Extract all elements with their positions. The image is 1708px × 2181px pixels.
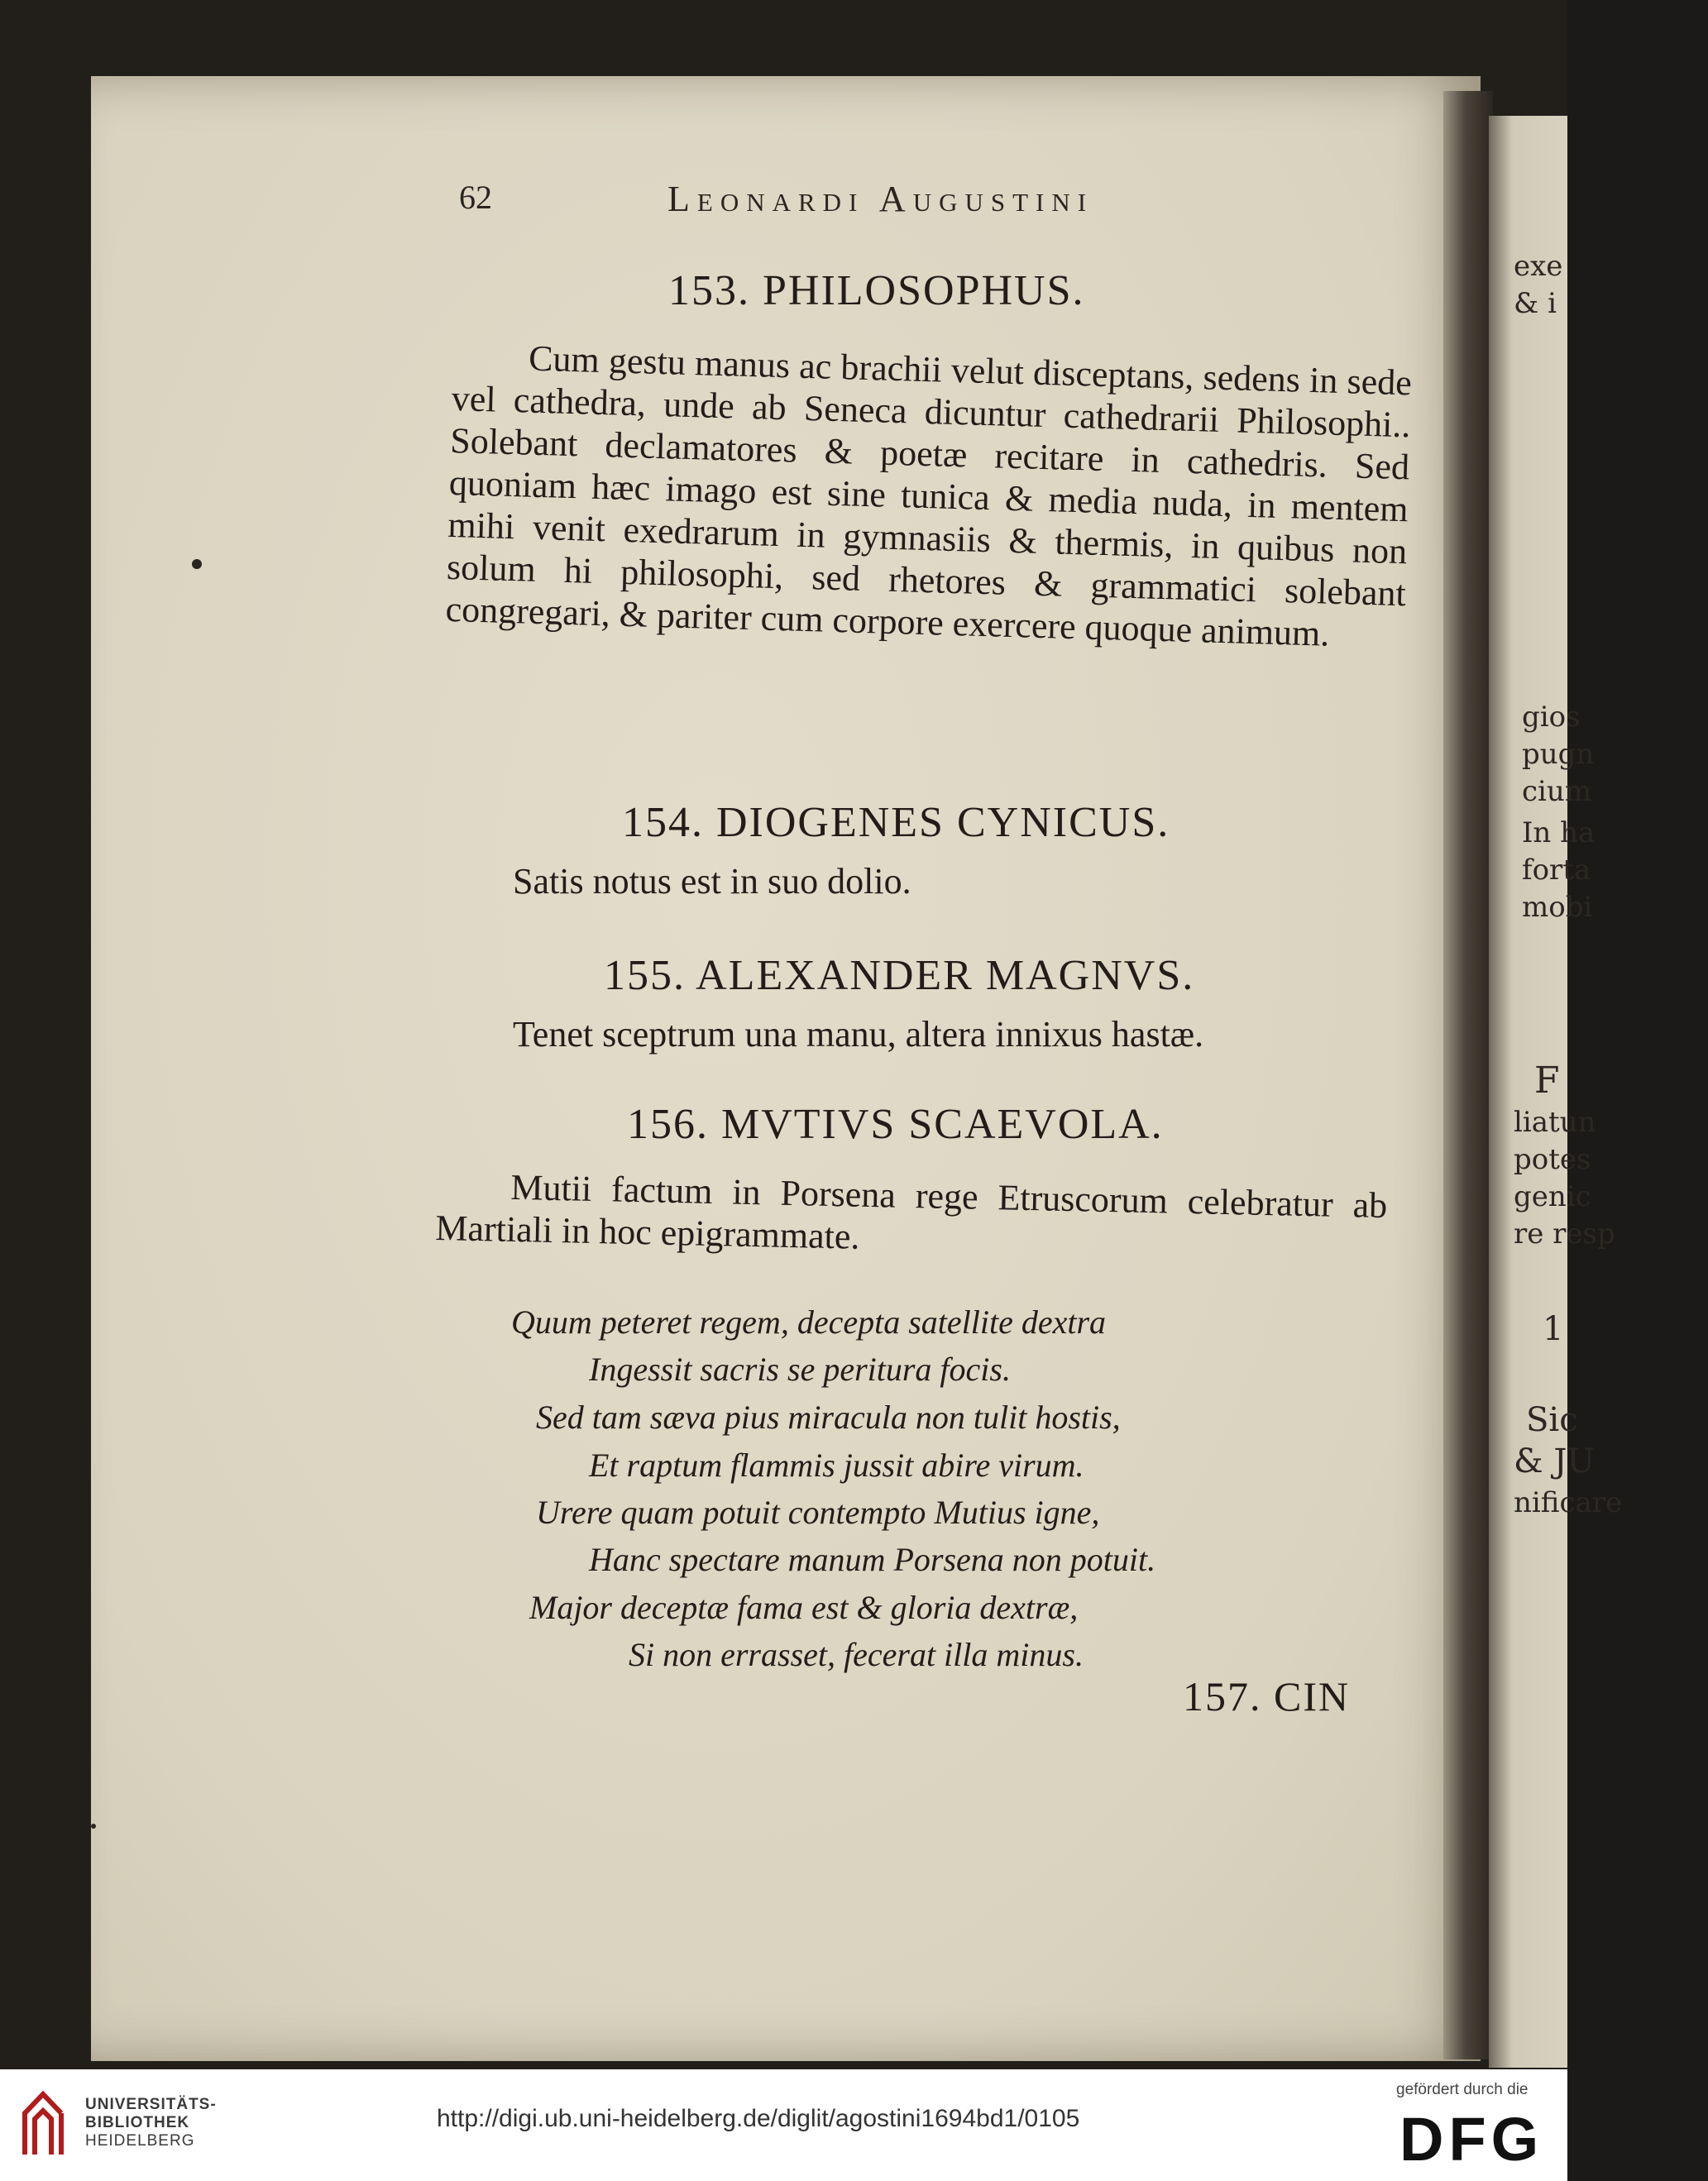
facing-fragment: re resp (1514, 1217, 1615, 1251)
running-title: Leonardi Augustini (667, 179, 1094, 219)
section-heading: 156. MVTIVS SCAEVOLA. (627, 1101, 1164, 1148)
running-head (459, 178, 1228, 227)
facing-fragment: 1 (1543, 1310, 1564, 1348)
facing-page-edge (1489, 116, 1623, 2068)
page-number: 62 (459, 179, 492, 216)
facing-fragment: & i (1514, 287, 1557, 320)
university-library-logo-icon (18, 2084, 68, 2160)
facing-fragment: potes (1514, 1143, 1591, 1176)
permalink-url[interactable]: http://digi.ub.uni-heidelberg.de/diglit/agostini1694bd1/0105 (437, 2105, 1080, 2132)
facing-fragment: & JU (1514, 1442, 1596, 1480)
facing-fragment: In ha (1522, 816, 1596, 849)
library-name-line: BIBLIOTHEK (85, 2114, 190, 2131)
epigram-line: Sed tam sæva pius miracula non tulit hostis, (536, 1399, 1121, 1436)
epigram-line: Major deceptæ fama est & gloria dextræ, (529, 1589, 1079, 1626)
section-heading: 153. PHILOSOPHUS. (668, 267, 1085, 314)
section-heading: 155. ALEXANDER MAGNVS. (604, 952, 1195, 999)
facing-fragment: forta (1522, 854, 1591, 887)
library-city: HEIDELBERG (85, 2132, 195, 2150)
facing-fragment: F (1534, 1059, 1560, 1102)
facing-fragment: cium (1522, 775, 1592, 808)
section-text: Satis notus est in suo dolio. (513, 861, 911, 902)
epigram-line: Urere quam potuit contempto Mutius igne, (536, 1494, 1100, 1531)
epigram-line: Ingessit sacris se peritura focis. (589, 1351, 1011, 1388)
section-text: Tenet sceptrum una manu, altera innixus hastæ. (513, 1014, 1204, 1055)
epigram-line: Et raptum flammis jussit abire virum. (589, 1447, 1084, 1484)
library-name (85, 2096, 217, 2150)
epigram-line: Si non errasset, fecerat illa minus. (629, 1636, 1084, 1673)
paper-speck (192, 559, 202, 569)
epigram-line: Hanc spectare manum Porsena non potuit. (589, 1541, 1156, 1578)
facing-fragment: Sic (1526, 1401, 1578, 1439)
facing-fragment: gios (1522, 701, 1581, 734)
section-text: Mutii factum in Porsena rege Etruscorum celebratur ab Martiali in hoc epigrammate. (434, 1166, 1388, 1257)
facing-fragment: nificare (1514, 1486, 1623, 1519)
facing-fragment: pugn (1522, 738, 1595, 771)
facing-fragment: liatun (1514, 1106, 1596, 1139)
facing-fragment: mobi (1522, 891, 1593, 924)
dfg-logo: DFG (1399, 2105, 1544, 2174)
section-text: Cum gestu manus ac brachii velut disceptans, sedens in sede vel cathedra, unde ab Seneca dicuntur cathedrarii Philosophi.. Solebant declamatores & poetæ recitare in cathedris. Sed quoniam hæc imago est sine tunica & media nuda, in mentem mihi venit exedrarum in gymnasiis & thermis, in quibus non solum hi philosophi, sed rhetores & grammatici solebant congregari, & pariter cum corpore exercere quoque animum. (445, 337, 1413, 654)
facing-fragment: exe (1514, 250, 1563, 283)
library-name-line: UNIVERSITÄTS- (85, 2096, 217, 2113)
section-heading: 154. DIOGENES CYNICUS. (622, 799, 1170, 846)
sponsor-label: gefördert durch die (1396, 2081, 1529, 2098)
book-gutter (1443, 91, 1493, 2059)
facing-fragment: genic (1514, 1180, 1591, 1213)
viewer-footer (0, 2069, 1567, 2181)
paper-speck (91, 1824, 96, 1829)
epigram-line: Quum peteret regem, decepta satellite dextra (511, 1303, 1107, 1341)
catchword: 157. CIN (1183, 1673, 1351, 1719)
